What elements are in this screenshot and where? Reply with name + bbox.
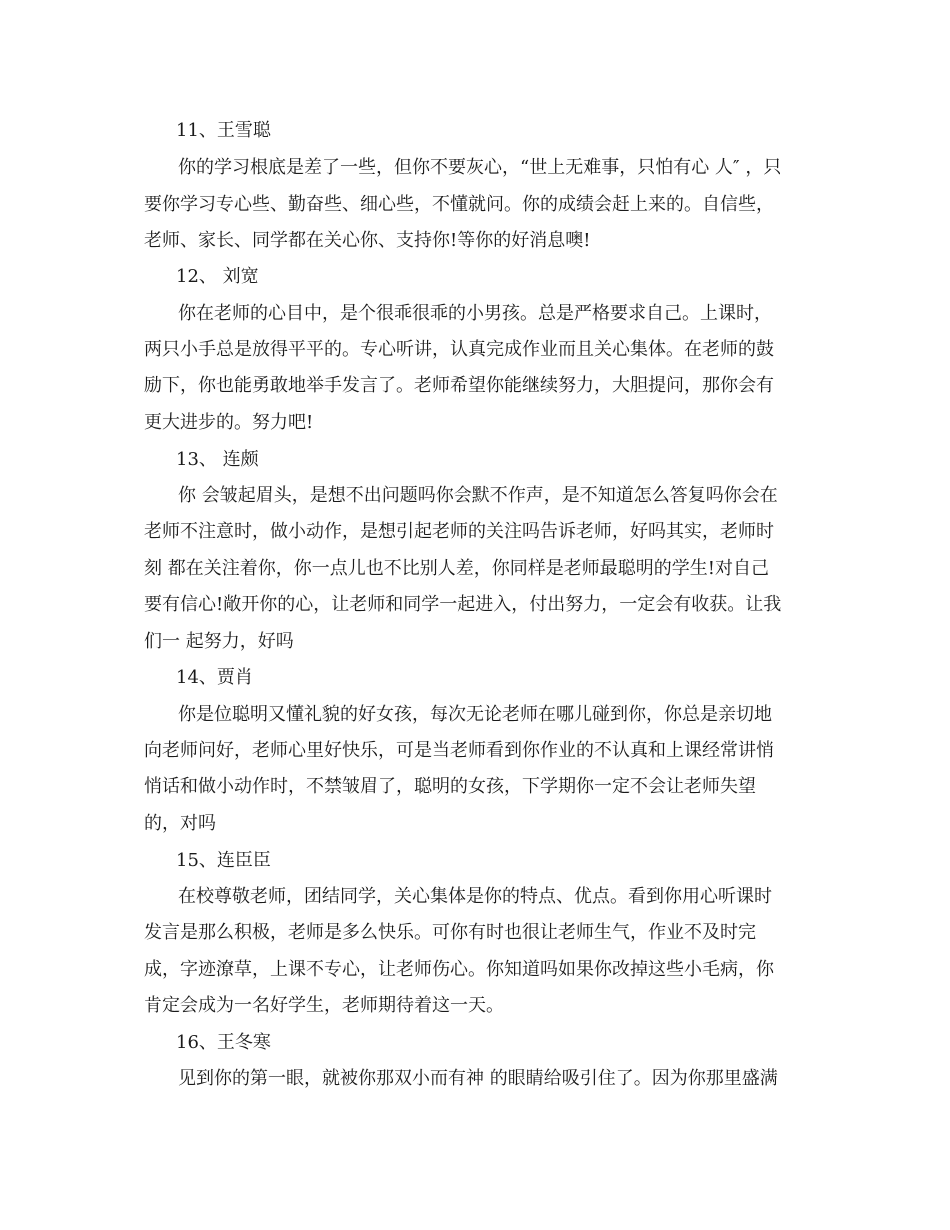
- paragraph-line: 成，字迹潦草，上课不专心，让老师伤心。你知道吗如果你改掉这些小毛病，你: [144, 959, 774, 980]
- entry-heading: 16、王冬寒: [176, 1032, 271, 1053]
- paragraph-line: 你是位聪明又懂礼貌的好女孩，每次无论老师在哪儿碰到你，你总是亲切地: [178, 704, 772, 725]
- paragraph-line: 刻 都在关注着你，你一点儿也不比别人差，你同样是老师最聪明的学生!对自己: [144, 558, 769, 579]
- paragraph-line: 发言是那么积极，老师是多么快乐。可你有时也很让老师生气，作业不及时完: [144, 922, 756, 943]
- paragraph-line: 要你学习专心些、勤奋些、细心些，不懂就问。你的成绩会赶上来的。自信些，: [144, 194, 774, 215]
- paragraph-line: 见到你的第一眼，就被你那双小而有神 的眼睛给吸引住了。因为你那里盛满: [178, 1068, 778, 1089]
- entry-heading: 14、贾肖: [176, 667, 253, 688]
- paragraph-line: 的，对吗: [144, 813, 216, 834]
- entry-heading: 13、 连颇: [176, 449, 259, 470]
- paragraph-line: 你的学习根底是差了一些，但你不要灰心，“世上无难事，只怕有心 人″ ，只: [178, 157, 782, 178]
- paragraph-line: 励下，你也能勇敢地举手发言了。老师希望你能继续努力，大胆提问，那你会有: [144, 375, 774, 396]
- paragraph-line: 老师不注意时，做小动作，是想引起老师的关注吗告诉老师，好吗其实，老师时: [144, 521, 774, 542]
- paragraph-line: 你在老师的心目中，是个很乖很乖的小男孩。总是严格要求自己。上课时，: [178, 303, 772, 324]
- paragraph-line: 要有信心!敞开你的心，让老师和同学一起进入，付出努力，一定会有收获。让我: [144, 594, 782, 615]
- entry-heading: 11、王雪聪: [176, 120, 271, 141]
- paragraph-line: 向老师问好，老师心里好快乐，可是当老师看到你作业的不认真和上课经常讲悄: [144, 740, 774, 761]
- paragraph-line: 在校尊敬老师，团结同学，关心集体是你的特点、优点。看到你用心听课时: [178, 886, 772, 907]
- entry-heading: 15、连臣臣: [176, 850, 271, 871]
- paragraph-line: 更大进步的。努力吧!: [144, 412, 314, 433]
- paragraph-line: 悄话和做小动作时，不禁皱眉了，聪明的女孩，下学期你一定不会让老师失望: [144, 776, 756, 797]
- paragraph-line: 你 会皱起眉头，是想不出问题吗你会默不作声，是不知道怎么答复吗你会在: [178, 485, 778, 506]
- paragraph-line: 们一 起努力，好吗: [144, 631, 294, 652]
- paragraph-line: 两只小手总是放得平平的。专心听讲，认真完成作业而且关心集体。在老师的鼓: [144, 339, 774, 360]
- paragraph-line: 肯定会成为一名好学生，老师期待着这一天。: [144, 995, 504, 1016]
- entry-heading: 12、 刘宽: [176, 266, 259, 287]
- paragraph-line: 老师、家长、同学都在关心你、支持你!等你的好消息噢!: [144, 230, 591, 251]
